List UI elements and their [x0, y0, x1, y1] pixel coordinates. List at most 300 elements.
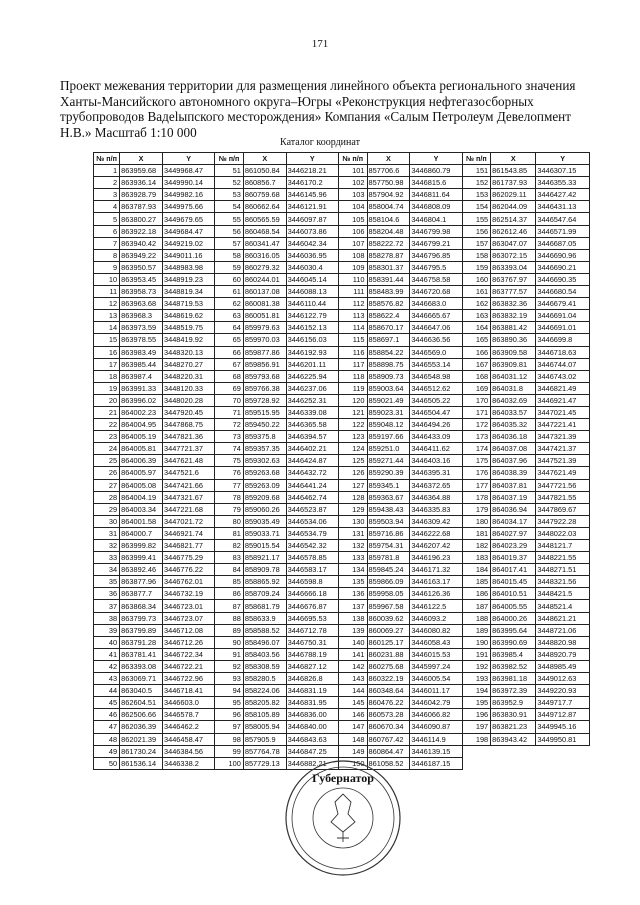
point-number-cell: 170: [462, 394, 491, 406]
point-number-cell: 24: [94, 443, 120, 455]
point-number-cell: 45: [94, 697, 120, 709]
x-coordinate-cell: 858854.22: [367, 346, 410, 358]
point-number-cell: 103: [338, 189, 367, 201]
x-coordinate-cell: 860662.64: [243, 201, 286, 213]
point-number-cell: 91: [215, 648, 244, 660]
x-coordinate-cell: 863953.45: [120, 273, 163, 285]
x-coordinate-cell: 864023.29: [491, 540, 536, 552]
point-number-cell: 4: [94, 201, 120, 213]
point-number-cell: 108: [338, 249, 367, 261]
y-coordinate-cell: 3449950.81: [536, 733, 590, 745]
y-coordinate-cell: 3446712.08: [162, 624, 214, 636]
x-coordinate-cell: 863940.42: [120, 237, 163, 249]
header-point-number: № п/п: [338, 153, 367, 165]
x-coordinate-cell: 859251.0: [367, 443, 410, 455]
point-number-cell: 182: [462, 540, 491, 552]
y-coordinate-cell: 3446578.7: [162, 709, 214, 721]
y-coordinate-cell: 3446122.79: [286, 310, 338, 322]
official-seal-stamp: [283, 758, 403, 878]
table-row: [94, 213, 590, 225]
point-number-cell: 46: [94, 709, 120, 721]
y-coordinate-cell: 3446921.47: [536, 394, 590, 406]
x-coordinate-cell: 860244.01: [243, 273, 286, 285]
point-number-cell: 188: [462, 612, 491, 624]
point-number-cell: 104: [338, 201, 367, 213]
point-number-cell: 34: [94, 564, 120, 576]
point-number-cell: 61: [215, 286, 244, 298]
x-coordinate-cell: 860322.19: [367, 673, 410, 685]
point-number-cell: 178: [462, 491, 491, 503]
x-coordinate-cell: 859003.64: [367, 382, 410, 394]
table-row: [94, 370, 590, 382]
y-coordinate-cell: 3446088.13: [286, 286, 338, 298]
y-coordinate-cell: 3446196.23: [410, 552, 462, 564]
point-number-cell: 95: [215, 697, 244, 709]
point-number-cell: 73: [215, 431, 244, 443]
x-coordinate-cell: 859845.24: [367, 564, 410, 576]
y-coordinate-cell: 3446723.07: [162, 612, 214, 624]
y-coordinate-cell: 3447221.68: [162, 503, 214, 515]
seal-label: Губернатор: [312, 771, 374, 785]
point-number-cell: 129: [338, 503, 367, 515]
y-coordinate-cell: 3446799.98: [410, 225, 462, 237]
point-number-cell: 92: [215, 660, 244, 672]
point-number-cell: 166: [462, 346, 491, 358]
x-coordinate-cell: 859048.12: [367, 419, 410, 431]
point-number-cell: 15: [94, 334, 120, 346]
x-coordinate-cell: 859035.49: [243, 515, 286, 527]
y-coordinate-cell: 3446427.42: [536, 189, 590, 201]
x-coordinate-cell: 860759.68: [243, 189, 286, 201]
catalog-title: Каталог координат: [280, 137, 360, 148]
y-coordinate-cell: 3446571.99: [536, 225, 590, 237]
point-number-cell: 180: [462, 515, 491, 527]
x-coordinate-cell: 864003.34: [120, 503, 163, 515]
y-coordinate-cell: 3446170.2: [286, 177, 338, 189]
x-coordinate-cell: 864004.95: [120, 419, 163, 431]
point-number-cell: 196: [462, 709, 491, 721]
coordinate-catalog-table: [93, 152, 590, 770]
y-coordinate-cell: 3446821.49: [536, 382, 590, 394]
table-row: [94, 225, 590, 237]
table-row: [94, 636, 590, 648]
y-coordinate-cell: 3446005.54: [410, 673, 462, 685]
x-coordinate-cell: 860125.17: [367, 636, 410, 648]
point-number-cell: 84: [215, 564, 244, 576]
y-coordinate-cell: 3446676.87: [286, 600, 338, 612]
x-coordinate-cell: 859345.1: [367, 479, 410, 491]
y-coordinate-cell: 3446690.35: [536, 273, 590, 285]
point-number-cell: 17: [94, 358, 120, 370]
x-coordinate-cell: 863949.22: [120, 249, 163, 261]
table-row: [94, 600, 590, 612]
x-coordinate-cell: 864034.17: [491, 515, 536, 527]
x-coordinate-cell: 863943.42: [491, 733, 536, 745]
x-coordinate-cell: 863973.59: [120, 322, 163, 334]
x-coordinate-cell: 859793.68: [243, 370, 286, 382]
point-number-cell: 31: [94, 527, 120, 539]
y-coordinate-cell: 3446831.19: [286, 685, 338, 697]
x-coordinate-cell: 858308.59: [243, 660, 286, 672]
x-coordinate-cell: 864037.96: [491, 455, 536, 467]
y-coordinate-cell: 3448419.92: [162, 334, 214, 346]
point-number-cell: 36: [94, 588, 120, 600]
x-coordinate-cell: 864017.41: [491, 564, 536, 576]
header-x: X: [120, 153, 163, 165]
x-coordinate-cell: 864005.08: [120, 479, 163, 491]
y-coordinate-cell: 3446665.67: [410, 310, 462, 322]
x-coordinate-cell: 858105.89: [243, 709, 286, 721]
table-row: [94, 503, 590, 515]
point-number-cell: 184: [462, 564, 491, 576]
y-coordinate-cell: 3448270.27: [162, 358, 214, 370]
y-coordinate-cell: 3446690.21: [536, 261, 590, 273]
y-coordinate-cell: 3448120.33: [162, 382, 214, 394]
x-coordinate-cell: 863950.57: [120, 261, 163, 273]
x-coordinate-cell: 863985.4: [491, 648, 536, 660]
y-coordinate-cell: 3446207.42: [410, 540, 462, 552]
y-coordinate-cell: 3446680.54: [536, 286, 590, 298]
y-coordinate-cell: 3447821.36: [162, 431, 214, 443]
x-coordinate-cell: 859290.39: [367, 467, 410, 479]
x-coordinate-cell: 859438.43: [367, 503, 410, 515]
x-coordinate-cell: 863821.23: [491, 721, 536, 733]
y-coordinate-cell: 3449012.63: [536, 673, 590, 685]
table-row: [94, 527, 590, 539]
point-number-cell: 30: [94, 515, 120, 527]
y-coordinate-cell: 3446743.02: [536, 370, 590, 382]
x-coordinate-cell: 859271.44: [367, 455, 410, 467]
point-number-cell: 47: [94, 721, 120, 733]
x-coordinate-cell: 859967.58: [367, 600, 410, 612]
point-number-cell: 14: [94, 322, 120, 334]
point-number-cell: 53: [215, 189, 244, 201]
x-coordinate-cell: 860137.08: [243, 286, 286, 298]
x-coordinate-cell: 864000.26: [491, 612, 536, 624]
point-number-cell: 38: [94, 612, 120, 624]
point-number-cell: 72: [215, 419, 244, 431]
header-y: Y: [536, 153, 590, 165]
x-coordinate-cell: 864036.18: [491, 431, 536, 443]
x-coordinate-cell: 863393.04: [491, 261, 536, 273]
point-number-cell: 134: [338, 564, 367, 576]
point-number-cell: 56: [215, 225, 244, 237]
x-coordinate-cell: 863892.46: [120, 564, 163, 576]
point-number-cell: 67: [215, 358, 244, 370]
y-coordinate-cell: 3446758.58: [410, 273, 462, 285]
header-point-number: № п/п: [215, 153, 244, 165]
y-coordinate-cell: 3446171.32: [410, 564, 462, 576]
y-coordinate-cell: 3448271.51: [536, 564, 590, 576]
x-coordinate-cell: 858909.73: [367, 370, 410, 382]
y-coordinate-cell: 3446201.11: [286, 358, 338, 370]
point-number-cell: 191: [462, 648, 491, 660]
table-row: [94, 273, 590, 285]
header-point-number: № п/п: [94, 153, 120, 165]
y-coordinate-cell: 3446860.79: [410, 165, 462, 177]
x-coordinate-cell: 860279.32: [243, 261, 286, 273]
point-number-cell: 194: [462, 685, 491, 697]
point-number-cell: 82: [215, 540, 244, 552]
x-coordinate-cell: 863985.44: [120, 358, 163, 370]
table-row: [94, 358, 590, 370]
y-coordinate-cell: 3448221.55: [536, 552, 590, 564]
point-number-cell: 75: [215, 455, 244, 467]
x-coordinate-cell: 862029.11: [491, 189, 536, 201]
point-number-cell: 145: [338, 697, 367, 709]
y-coordinate-cell: 3446840.00: [286, 721, 338, 733]
point-number-cell: 55: [215, 213, 244, 225]
x-coordinate-cell: 862506.66: [120, 709, 163, 721]
x-coordinate-cell: 864036.94: [491, 503, 536, 515]
x-coordinate-cell: 859021.49: [367, 394, 410, 406]
point-number-cell: 19: [94, 382, 120, 394]
y-coordinate-cell: 3446744.07: [536, 358, 590, 370]
table-row: [94, 177, 590, 189]
y-coordinate-cell: 3447221.41: [536, 419, 590, 431]
y-coordinate-cell: 3446776.22: [162, 564, 214, 576]
table-row: [94, 298, 590, 310]
x-coordinate-cell: 863072.15: [491, 249, 536, 261]
x-coordinate-cell: 859515.95: [243, 406, 286, 418]
x-coordinate-cell: 864031.8: [491, 382, 536, 394]
y-coordinate-cell: 3446252.31: [286, 394, 338, 406]
x-coordinate-cell: 859728.92: [243, 394, 286, 406]
x-coordinate-cell: 863928.79: [120, 189, 163, 201]
point-number-cell: 135: [338, 576, 367, 588]
point-number-cell: 8: [94, 249, 120, 261]
point-number-cell: 114: [338, 322, 367, 334]
table-row: [94, 745, 590, 757]
y-coordinate-cell: 3447321.39: [536, 431, 590, 443]
point-number-cell: 94: [215, 685, 244, 697]
x-coordinate-cell: 859877.86: [243, 346, 286, 358]
point-number-cell: 106: [338, 225, 367, 237]
x-coordinate-cell: 857905.9: [243, 733, 286, 745]
y-coordinate-cell: 3447621.48: [162, 455, 214, 467]
document-title: Проект межевания территории для размещения линейного объекта регионального значения Ханты-Мансийского автономного округа–Югры «Реконструкция нефтегазосборных трубопроводов Вадelыпского месторождения» Компания «Салым Петролеум Девелопмент Н.В.» Масштаб 1:10 000: [60, 78, 576, 140]
x-coordinate-cell: 858898.75: [367, 358, 410, 370]
point-number-cell: 169: [462, 382, 491, 394]
point-number-cell: 142: [338, 660, 367, 672]
y-coordinate-cell: 3446011.17: [410, 685, 462, 697]
point-number-cell: 123: [338, 431, 367, 443]
y-coordinate-cell: 3446723.01: [162, 600, 214, 612]
x-coordinate-cell: 858496.07: [243, 636, 286, 648]
y-coordinate-cell: 3446718.63: [536, 346, 590, 358]
x-coordinate-cell: 858005.94: [243, 721, 286, 733]
y-coordinate-cell: 3449968.47: [162, 165, 214, 177]
y-coordinate-cell: 3446335.83: [410, 503, 462, 515]
point-number-cell: 147: [338, 721, 367, 733]
y-coordinate-cell: 3449684.47: [162, 225, 214, 237]
y-coordinate-cell: 3448521.4: [536, 600, 590, 612]
x-coordinate-cell: 864031.12: [491, 370, 536, 382]
point-number-cell: 29: [94, 503, 120, 515]
point-number-cell: 52: [215, 177, 244, 189]
x-coordinate-cell: 858483.99: [367, 286, 410, 298]
table-row: [94, 709, 590, 721]
y-coordinate-cell: 3446826.8: [286, 673, 338, 685]
x-coordinate-cell: 863982.52: [491, 660, 536, 672]
x-coordinate-cell: 862044.09: [491, 201, 536, 213]
point-number-cell: 20: [94, 394, 120, 406]
y-coordinate-cell: 3446722.96: [162, 673, 214, 685]
point-number-cell: 131: [338, 527, 367, 539]
x-coordinate-cell: 858865.92: [243, 576, 286, 588]
y-coordinate-cell: 3446795.5: [410, 261, 462, 273]
point-number-cell: 11: [94, 286, 120, 298]
x-coordinate-cell: 863991.33: [120, 382, 163, 394]
point-number-cell: 3: [94, 189, 120, 201]
point-number-cell: 171: [462, 406, 491, 418]
x-coordinate-cell: 859781.8: [367, 552, 410, 564]
point-number-cell: 74: [215, 443, 244, 455]
point-number-cell: 68: [215, 370, 244, 382]
x-coordinate-cell: 864005.97: [120, 467, 163, 479]
point-number-cell: 189: [462, 624, 491, 636]
x-coordinate-cell: 863832.36: [491, 298, 536, 310]
x-coordinate-cell: 864002.23: [120, 406, 163, 418]
y-coordinate-cell: 3446505.22: [410, 394, 462, 406]
point-number-cell: 130: [338, 515, 367, 527]
point-number-cell: 100: [215, 757, 244, 769]
x-coordinate-cell: 859856.91: [243, 358, 286, 370]
y-coordinate-cell: 3446110.44: [286, 298, 338, 310]
point-number-cell: 132: [338, 540, 367, 552]
table-row: [94, 431, 590, 443]
y-coordinate-cell: 3447721.56: [536, 479, 590, 491]
point-number-cell: 85: [215, 576, 244, 588]
x-coordinate-cell: 860081.38: [243, 298, 286, 310]
y-coordinate-cell: 3446042.79: [410, 697, 462, 709]
y-coordinate-cell: 3446796.85: [410, 249, 462, 261]
y-coordinate-cell: 3449712.87: [536, 709, 590, 721]
y-coordinate-cell: 3446722.21: [162, 660, 214, 672]
x-coordinate-cell: 863958.73: [120, 286, 163, 298]
y-coordinate-cell: 3446114.9: [410, 733, 462, 745]
point-number-cell: 126: [338, 467, 367, 479]
y-coordinate-cell: 3446542.32: [286, 540, 338, 552]
x-coordinate-cell: 858576.82: [367, 298, 410, 310]
x-coordinate-cell: 863978.55: [120, 334, 163, 346]
point-number-cell: 87: [215, 600, 244, 612]
x-coordinate-cell: 863981.18: [491, 673, 536, 685]
x-coordinate-cell: 863999.82: [120, 540, 163, 552]
y-coordinate-cell: 3446583.17: [286, 564, 338, 576]
point-number-cell: 154: [462, 201, 491, 213]
point-number-cell: 13: [94, 310, 120, 322]
x-coordinate-cell: 864035.32: [491, 419, 536, 431]
point-number-cell: 107: [338, 237, 367, 249]
x-coordinate-cell: 861543.85: [491, 165, 536, 177]
y-coordinate-cell: 3446402.21: [286, 443, 338, 455]
x-coordinate-cell: 864004.19: [120, 491, 163, 503]
x-coordinate-cell: 859197.66: [367, 431, 410, 443]
x-coordinate-cell: 858278.87: [367, 249, 410, 261]
y-coordinate-cell: 3446821.77: [162, 540, 214, 552]
y-coordinate-cell: 3446836.00: [286, 709, 338, 721]
y-coordinate-cell: 3447321.67: [162, 491, 214, 503]
x-coordinate-cell: 860476.22: [367, 697, 410, 709]
y-coordinate-cell: 3446750.31: [286, 636, 338, 648]
point-number-cell: 2: [94, 177, 120, 189]
point-number-cell: 121: [338, 406, 367, 418]
y-coordinate-cell: 3446030.4: [286, 261, 338, 273]
y-coordinate-cell: 3446647.06: [410, 322, 462, 334]
y-coordinate-cell: 3446309.42: [410, 515, 462, 527]
table-row: [94, 237, 590, 249]
point-number-cell: 27: [94, 479, 120, 491]
point-number-cell: 110: [338, 273, 367, 285]
x-coordinate-cell: 858391.44: [367, 273, 410, 285]
x-coordinate-cell: 861536.14: [120, 757, 163, 769]
x-coordinate-cell: 858104.6: [367, 213, 410, 225]
y-coordinate-cell: 3446122.5: [410, 600, 462, 612]
y-coordinate-cell: 3449990.14: [162, 177, 214, 189]
table-row: [94, 455, 590, 467]
y-coordinate-cell: 3446384.56: [162, 745, 214, 757]
y-coordinate-cell: 3446534.79: [286, 527, 338, 539]
table-row: [94, 346, 590, 358]
x-coordinate-cell: 859363.67: [367, 491, 410, 503]
point-number-cell: 165: [462, 334, 491, 346]
point-number-cell: 109: [338, 261, 367, 273]
y-coordinate-cell: 3446547.64: [536, 213, 590, 225]
point-number-cell: 23: [94, 431, 120, 443]
x-coordinate-cell: 860069.27: [367, 624, 410, 636]
x-coordinate-cell: 857706.6: [367, 165, 410, 177]
point-number-cell: 98: [215, 733, 244, 745]
point-number-cell: 28: [94, 491, 120, 503]
x-coordinate-cell: 860767.42: [367, 733, 410, 745]
x-coordinate-cell: 858588.52: [243, 624, 286, 636]
point-number-cell: 105: [338, 213, 367, 225]
table-row: [94, 467, 590, 479]
y-coordinate-cell: 3446598.8: [286, 576, 338, 588]
x-coordinate-cell: 858622.4: [367, 310, 410, 322]
x-coordinate-cell: 863963.68: [120, 298, 163, 310]
y-coordinate-cell: 3447021.72: [162, 515, 214, 527]
y-coordinate-cell: 3449945.16: [536, 721, 590, 733]
y-coordinate-cell: 3446722.34: [162, 648, 214, 660]
y-coordinate-cell: 3446163.17: [410, 576, 462, 588]
x-coordinate-cell: 863995.64: [491, 624, 536, 636]
y-coordinate-cell: 3448721.06: [536, 624, 590, 636]
point-number-cell: 49: [94, 745, 120, 757]
x-coordinate-cell: 863047.07: [491, 237, 536, 249]
point-number-cell: 7: [94, 237, 120, 249]
x-coordinate-cell: 864038.39: [491, 467, 536, 479]
y-coordinate-cell: 3446187.15: [410, 757, 462, 769]
point-number-cell: 122: [338, 419, 367, 431]
y-coordinate-cell: 3446504.47: [410, 406, 462, 418]
x-coordinate-cell: 864005.19: [120, 431, 163, 443]
x-coordinate-cell: 863987.4: [120, 370, 163, 382]
x-coordinate-cell: 857729.13: [243, 757, 286, 769]
y-coordinate-cell: 3446815.6: [410, 177, 462, 189]
table-row: [94, 394, 590, 406]
y-coordinate-cell: 3446494.26: [410, 419, 462, 431]
y-coordinate-cell: 3447721.37: [162, 443, 214, 455]
point-number-cell: 79: [215, 503, 244, 515]
point-number-cell: 58: [215, 249, 244, 261]
point-number-cell: 141: [338, 648, 367, 660]
point-number-cell: 80: [215, 515, 244, 527]
y-coordinate-cell: 3446156.03: [286, 334, 338, 346]
table-row: [94, 322, 590, 334]
y-coordinate-cell: 3448121.7: [536, 540, 590, 552]
